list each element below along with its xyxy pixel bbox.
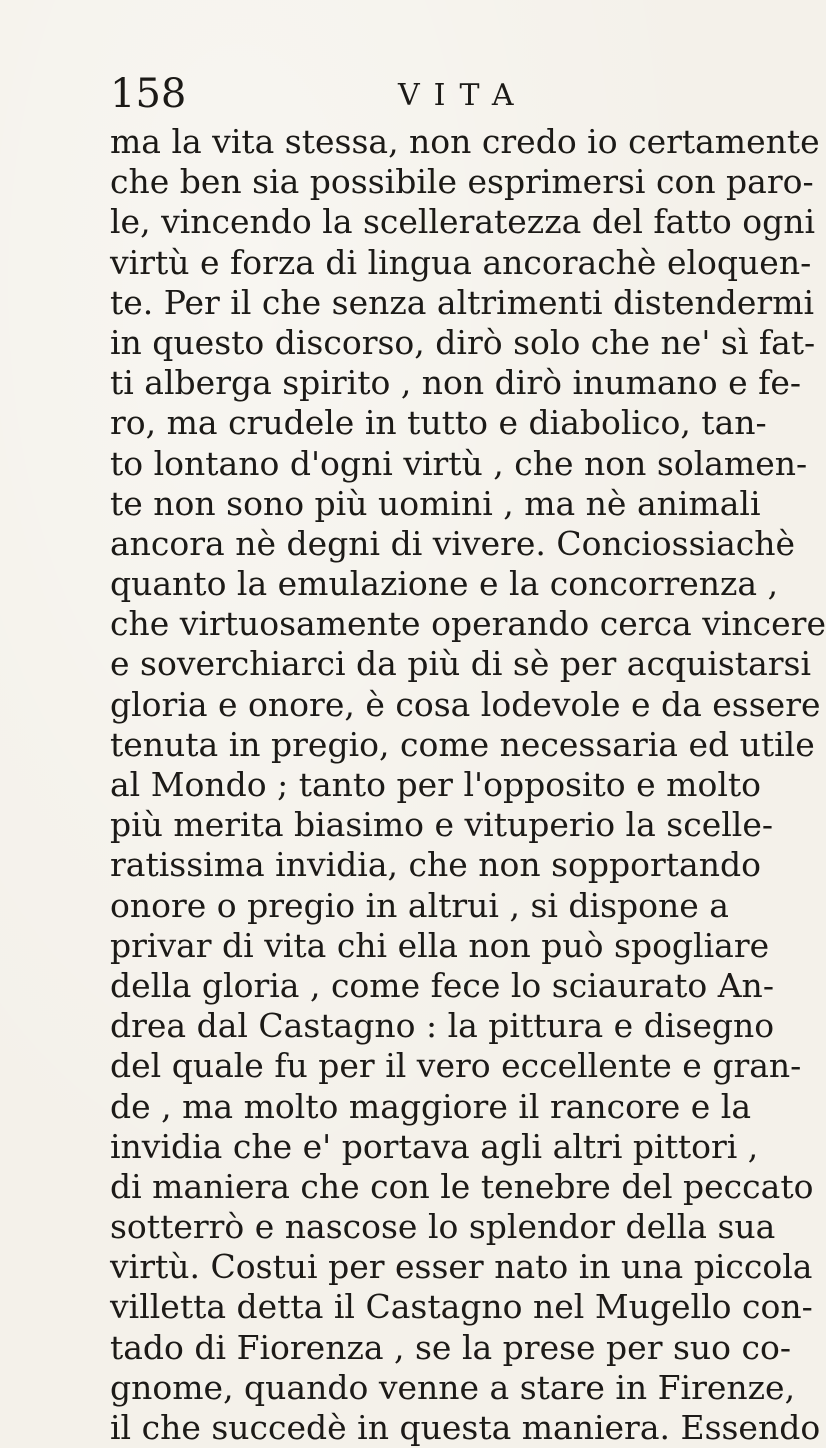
text-line: gloria e onore, è cosa lodevole e da essere (110, 684, 821, 724)
text-line: virtù. Costui per esser nato in una piccola (110, 1247, 813, 1287)
text-line: onore o pregio in altrui , si dispone a (110, 885, 729, 925)
text-line: che virtuosamente operando cerca vincere (110, 604, 826, 644)
page-header (110, 72, 710, 116)
text-line: virtù e forza di lingua ancorachè eloquen- (110, 242, 812, 282)
text-line: to lontano d'ogni virtù , che non solamen- (110, 443, 808, 483)
text-line: invidia che e' portava agli altri pittori , (110, 1126, 759, 1166)
text-line: ti alberga spirito , non dirò inumano e fe- (110, 363, 802, 403)
text-line: tado di Fiorenza , se la prese per suo co- (110, 1327, 792, 1367)
text-line: villetta detta il Castagno nel Mugello con- (110, 1287, 813, 1327)
text-line: te. Per il che senza altrimenti distendermi (110, 282, 815, 322)
text-line: ancora nè degni di vivere. Conciossiachè (110, 523, 796, 563)
text-line: che ben sia possibile esprimersi con paro- (110, 162, 814, 202)
text-line: gnome, quando venne a stare in Firenze, (110, 1367, 796, 1407)
text-line: della gloria , come fece lo sciaurato An- (110, 965, 774, 1005)
text-line: ratissima invidia, che non sopportando (110, 845, 761, 885)
text-line: di maniera che con le tenebre del peccato (110, 1166, 814, 1206)
text-line: ro, ma crudele in tutto e diabolico, tan- (110, 403, 767, 443)
page-number: 158 (110, 71, 187, 117)
text-line: in questo discorso, dirò solo che ne' sì fat- (110, 322, 816, 362)
text-line: più merita biasimo e vituperio la scelle- (110, 805, 774, 845)
text-line: il che succedè in questa maniera. Essendo (110, 1408, 821, 1447)
text-line: sotterrò e nascose lo splendor della sua (110, 1207, 776, 1247)
text-line: de , ma molto maggiore il rancore e la (110, 1086, 752, 1126)
text-line: quanto la emulazione e la concorrenza , (110, 564, 779, 604)
text-line: tenuta in pregio, come necessaria ed utile (110, 724, 815, 764)
text-line: privar di vita chi ella non può spogliare (110, 925, 770, 965)
text-line: e soverchiarci da più di sè per acquistarsi (110, 644, 812, 684)
running-head: VITA (398, 78, 528, 113)
text-line: le, vincendo la scelleratezza del fatto ogni (110, 202, 816, 242)
text-line: te non sono più uomini , ma nè animali (110, 483, 761, 523)
text-line: ma la vita stessa, non credo io certamente (110, 122, 820, 161)
body-text (110, 122, 826, 1448)
text-line: drea dal Castagno : la pittura e disegno (110, 1006, 775, 1046)
text-line: del quale fu per il vero eccellente e gran- (110, 1046, 802, 1086)
text-line: al Mondo ; tanto per l'opposito e molto (110, 765, 762, 804)
